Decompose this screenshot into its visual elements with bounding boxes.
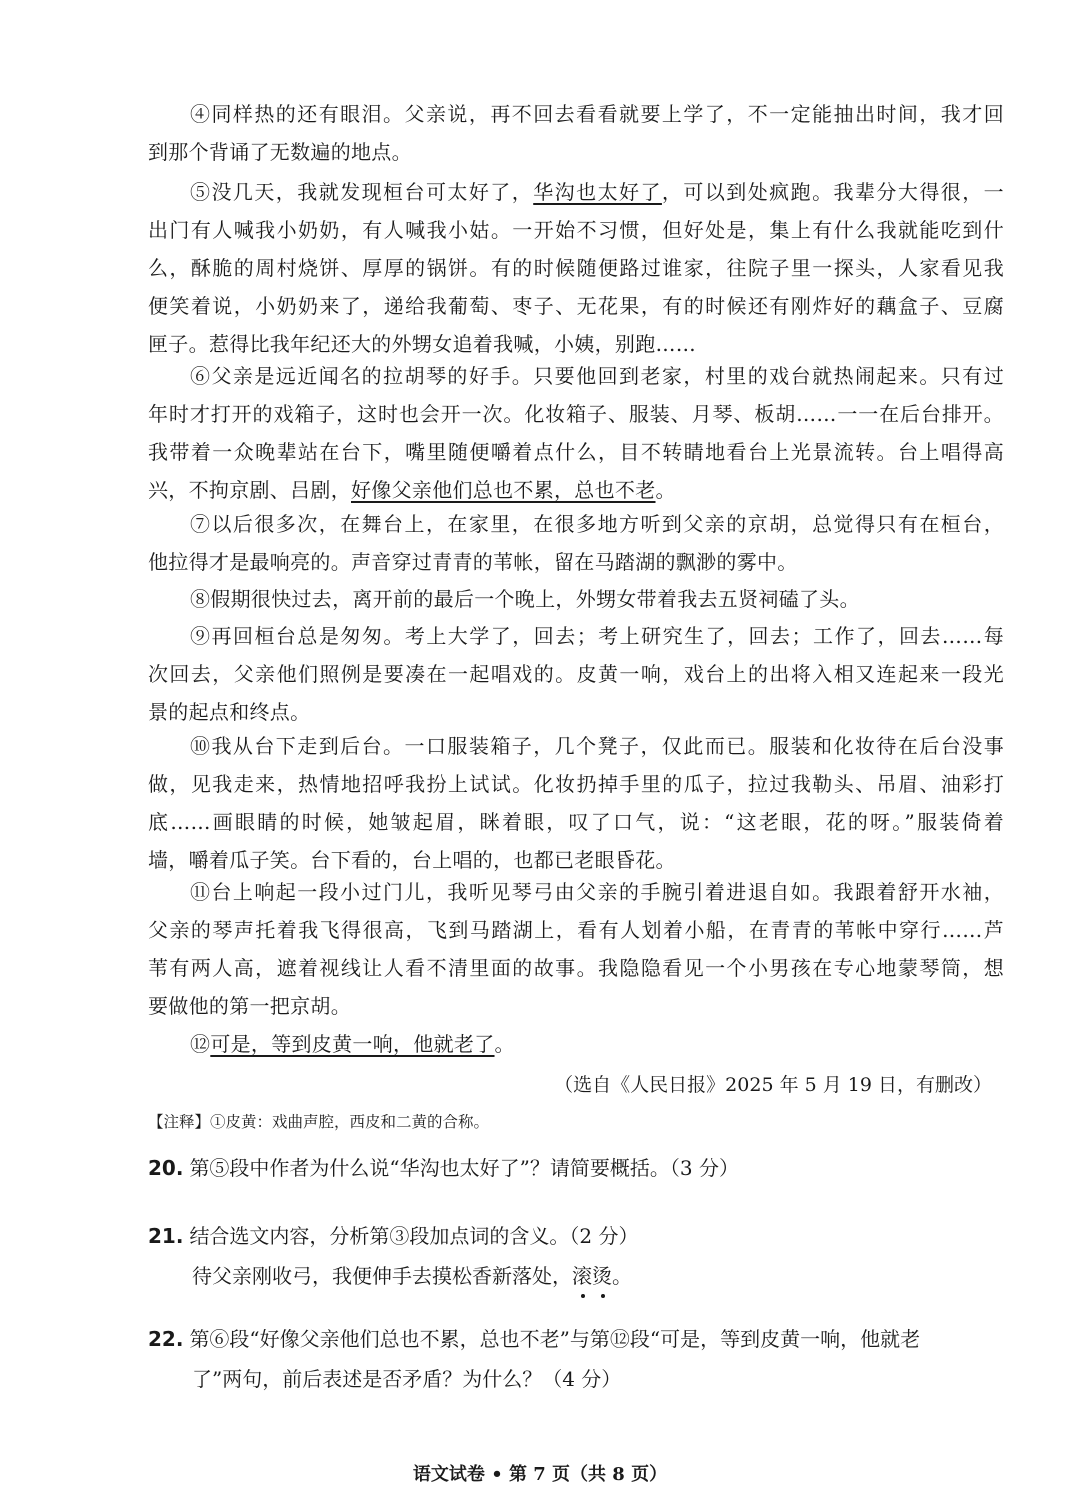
question-line: 了”两句，前后表述是否矛盾？为什么？（4 分） [192,1367,622,1391]
paragraph-11 [148,873,1004,1025]
text-line: 年时才打开的戏箱子，这时也会开一次。化妆箱子、服装、月琴、板胡……一一在后台排开。 [148,402,1004,426]
question-line: 22. 第⑥段“好像父亲他们总也不累，总也不老”与第⑫段“可是，等到皮黄一响，他就老 [148,1327,921,1351]
question-number: 21. [148,1224,184,1248]
text-line: 父亲的琴声托着我飞得很高，飞到马踏湖上，看有人划着小船，在青青的苇帐中穿行……芦 [148,918,1004,942]
page-footer: 语文试卷 • 第 7 页（共 8 页） [412,1464,668,1485]
text-line: ⑪台上响起一段小过门儿，我听见琴弓由父亲的手腕引着进退自如。我跟着舒开水袖， [190,880,1004,904]
text-line: ⑦以后很多次，在舞台上，在家里，在很多地方听到父亲的京胡，总觉得只有在桓台， [190,512,1004,536]
underlined-phrase: 好像父亲他们总也不累，总也不老 [351,478,656,502]
question-line: 21. 结合选文内容，分析第③段加点词的含义。（2 分） [148,1224,639,1248]
text-line: 做，见我走来，热情地招呼我扮上试试。化妆扔掉手里的瓜子，拉过我勒头、吊眉、油彩打 [148,772,1004,796]
emphasis-dot-char: 滚 [572,1256,592,1296]
text-line: 兴，不拘京剧、吕剧，好像父亲他们总也不累，总也不老。 [148,478,676,502]
text-line: 到那个背诵了无数遍的地点。 [148,140,412,164]
text-line: 出门有人喊我小奶奶，有人喊我小姑。一开始不习惯，但好处是，集上有什么我就能吃到什 [148,218,1004,242]
question-number: 20. [148,1156,184,1180]
text-line: 底……画眼睛的时候，她皱起眉，眯着眼，叹了口气，说：“这老眼，花的呀。”服装倚着 [148,810,1004,834]
text-line: 他拉得才是最响亮的。声音穿过青青的苇帐，留在马踏湖的飘渺的雾中。 [148,550,798,574]
text-line: 景的起点和终点。 [148,700,311,724]
paragraph-10 [148,727,1004,879]
source-citation: （选自《人民日报》2025 年 5 月 19 日，有删改） [554,1074,992,1096]
underlined-phrase: 可是，等到皮黄一响，他就老了 [210,1032,495,1056]
text-line: ⑧假期很快过去，离开前的最后一个晚上，外甥女带着我去五贤祠磕了头。 [190,587,860,611]
question-number: 22. [148,1327,184,1351]
underlined-phrase: 华沟也太好了 [533,180,662,204]
question-20 [148,1148,1004,1188]
text-line: ⑥父亲是远近闻名的拉胡琴的好手。只要他回到老家，村里的戏台就热闹起来。只有过 [190,364,1004,388]
paragraph-5 [148,173,1004,363]
question-22 [148,1319,1004,1399]
text-line: 苇有两人高，遮着视线让人看不清里面的故事。我隐隐看见一个小男孩在专心地蒙琴筒，想 [148,956,1004,980]
question-line: 20. 第⑤段中作者为什么说“华沟也太好了”？请简要概括。（3 分） [148,1156,739,1180]
paragraph-6 [148,357,1004,509]
annotation-note: 【注释】①皮黄：戏曲声腔，西皮和二黄的合称。 [148,1113,490,1131]
text-line: 么，酥脆的周村烧饼、厚厚的锅饼。有的时候随便路过谁家，往院子里一探头，人家看见我 [148,256,1004,280]
paragraph-4 [148,95,1004,171]
text-line: ⑤没几天，我就发现桓台可太好了，华沟也太好了，可以到处疯跑。我辈分大得很，一 [190,180,1004,204]
text-line: ④同样热的还有眼泪。父亲说，再不回去看看就要上学了，不一定能抽出时间，我才回 [190,102,1004,126]
question-21 [148,1216,1004,1296]
text-line: ⑨再回桓台总是匆匆。考上大学了，回去；考上研究生了，回去；工作了，回去……每 [190,624,1004,648]
paragraph-8 [148,580,1004,618]
text-line: 便笑着说，小奶奶来了，递给我葡萄、枣子、无花果，有的时候还有刚炸好的藕盒子、豆腐 [148,294,1004,318]
text-line: 匣子。惹得比我年纪还大的外甥女追着我喊，小姨，别跑…… [148,332,697,356]
text-line: ⑩我从台下走到后台。一口服装箱子，几个凳子，仅此而已。服装和化妆待在后台没事 [190,734,1004,758]
text-line: 我带着一众晚辈站在台下，嘴里随便嚼着点什么，目不转睛地看台上光景流转。台上唱得高 [148,440,1004,464]
paragraph-12 [148,1025,1004,1063]
paragraph-7 [148,505,1004,581]
text-line: 次回去，父亲他们照例是要凑在一起唱戏的。皮黄一响，戏台上的出将入相又连起来一段光 [148,662,1004,686]
text-line: 墙，嚼着瓜子笑。台下看的，台上唱的，也都已老眼昏花。 [148,848,676,872]
paragraph-9 [148,617,1004,731]
text-line: ⑫可是，等到皮黄一响，他就老了。 [190,1032,515,1056]
text-line: 要做他的第一把京胡。 [148,994,351,1018]
quoted-sentence: 待父亲刚收弓，我便伸手去摸松香新落处，滚烫。 [148,1256,1004,1296]
emphasis-dot-char: 烫 [592,1256,612,1296]
